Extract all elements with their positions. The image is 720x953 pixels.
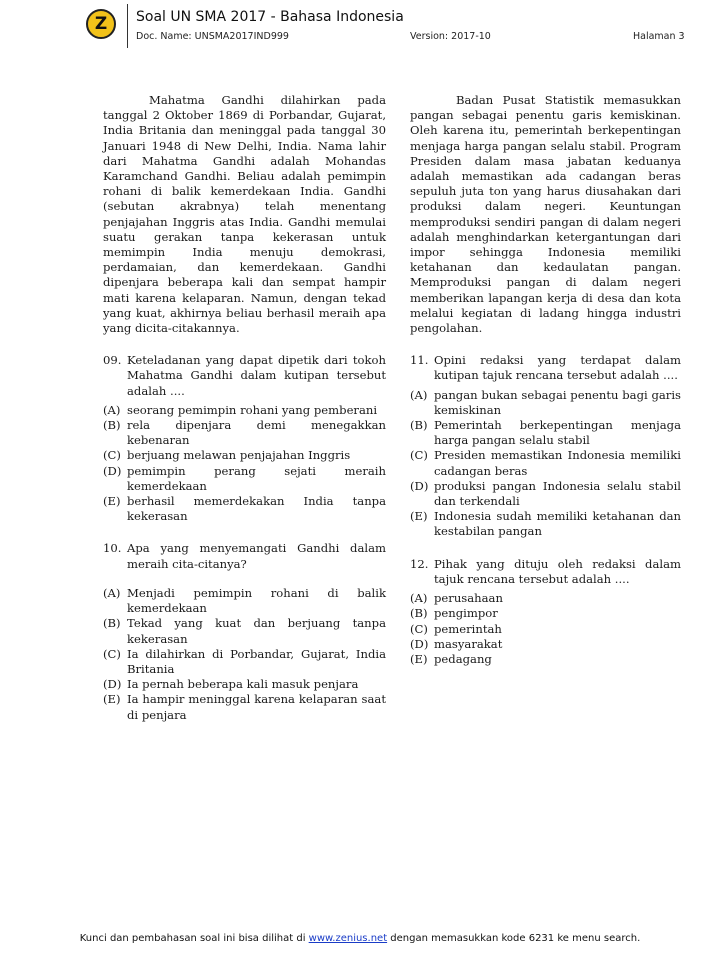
zenius-logo-icon: Z: [86, 9, 116, 39]
question-number: 12.: [410, 556, 429, 571]
option-d[interactable]: (D) Ia pernah beberapa kali masuk penjara: [103, 677, 359, 692]
question-09: [103, 353, 386, 524]
doc-version: Version: 2017-10: [410, 31, 491, 42]
option-a[interactable]: (A) Menjadi pemimpin rohani di balik kemerdekaan: [103, 585, 386, 616]
answer-options: [103, 586, 386, 723]
option-c[interactable]: (C) Presiden memastikan Indonesia memiliki cadangan beras: [410, 448, 681, 478]
option-b[interactable]: (B) Tekad yang kuat dan berjuang tanpa kekerasan: [103, 616, 386, 646]
option-a[interactable]: (A) pangan bukan sebagai penentu bagi garis kemiskinan: [410, 387, 681, 417]
passage-text: Badan Pusat Statistik memasukkan pangan sebagai penentu garis kemiskinan. Oleh karena itu, pemerintah berkepentingan menjaga harga pangan selalu stabil. Program Presiden dalam masa jabatan keduanya adalah memastikan ada cadangan beras sepuluh juta ton yang harus diusahakan dari produksi dalam negeri. Keuntungan memproduksi sendiri pangan di dalam negeri adalah menghindarkan ketergantungan dari impor sehingga Indonesia memiliki ketahanan dan kedaulatan pangan. Memproduksi pangan di dalam negeri memberikan lapangan kerja di desa dan kota melalui kegiatan di ladang hingga industri pengolahan.: [410, 93, 681, 336]
question-text: Pihak yang dituju oleh redaksi dalam tajuk rencana tersebut adalah ....: [434, 556, 681, 586]
document-title: Soal UN SMA 2017 - Bahasa Indonesia: [136, 9, 404, 25]
footer-text-after: dengan memasukkan kode 6231 ke menu search.: [387, 933, 641, 944]
question-number: 09.: [103, 353, 122, 368]
gandhi-passage: [103, 93, 386, 336]
editorial-passage: [410, 93, 681, 336]
question-10: [103, 541, 386, 722]
question-12: [410, 557, 681, 667]
page-header: [0, 0, 720, 52]
option-c[interactable]: (C) berjuang melawan penjajahan Inggris: [103, 448, 351, 463]
question-number: 11.: [410, 353, 429, 368]
option-c[interactable]: (C) Ia dilahirkan di Porbandar, Gujarat, India Britania: [103, 646, 386, 676]
doc-name: Doc. Name: UNSMA2017IND999: [136, 31, 289, 42]
option-b[interactable]: (B) Pemerintah berkepentingan menjaga harga pangan selalu stabil: [410, 418, 681, 448]
option-e[interactable]: (E) berhasil memerdekakan India tanpa kekerasan: [103, 494, 386, 524]
question-11: [410, 353, 681, 539]
question-text: Opini redaksi yang terdapat dalam kutipan tajuk rencana tersebut adalah ....: [434, 353, 681, 383]
option-e[interactable]: (E) pedagang: [410, 651, 492, 666]
right-column: [410, 93, 681, 667]
question-text: Keteladanan yang dapat dipetik dari tokoh Mahatma Gandhi dalam kutipan tersebut adalah ....: [127, 353, 386, 398]
zenius-link[interactable]: www.zenius.net: [308, 933, 388, 944]
header-divider: [127, 4, 128, 48]
option-d[interactable]: (D) pemimpin perang sejati meraih kemerdekaan: [103, 463, 386, 493]
page-footer: [0, 933, 720, 944]
answer-options: [410, 388, 681, 540]
option-b[interactable]: (B) pengimpor: [410, 606, 498, 621]
question-number: 10.: [103, 541, 122, 556]
option-c[interactable]: (C) pemerintah: [410, 621, 502, 636]
option-e[interactable]: (E) Indonesia sudah memiliki ketahanan dan kestabilan pangan: [410, 509, 681, 539]
option-e[interactable]: (E) Ia hampir meninggal karena kelaparan saat di penjara: [103, 692, 386, 722]
footer-text-before: Kunci dan pembahasan soal ini bisa dilihat di: [79, 933, 309, 944]
left-column: [103, 93, 386, 723]
option-d[interactable]: (D) masyarakat: [410, 636, 503, 651]
question-text: Apa yang menyemangati Gandhi dalam meraih cita-citanya?: [127, 541, 386, 571]
option-a[interactable]: (A) seorang pemimpin rohani yang pemberani: [103, 402, 378, 417]
answer-options: [410, 591, 681, 667]
page-number: Halaman 3: [633, 31, 685, 42]
answer-options: [103, 403, 386, 525]
option-b[interactable]: (B) rela dipenjara demi menegakkan kebenaran: [103, 418, 386, 448]
passage-text: Mahatma Gandhi dilahirkan pada tanggal 2 Oktober 1869 di Porbandar, Gujarat, India Britania dan meninggal pada tanggal 30 Januari 1948 di New Delhi, India. Nama lahir dari Mahatma Gandhi adalah Mohandas Karamchand Gandhi. Beliau adalah pemimpin rohani di balik kemerdekaan India. Gandhi (sebutan akrabnya) telah menentang penjajahan Inggris atas India. Gandhi memulai suatu gerakan tanpa kekerasan untuk memimpin India menuju demokrasi, perdamaian, dan kemerdekaan. Gandhi dipenjara beberapa kali dan sempat hampir mati karena kelaparan. Namun, dengan tekad yang kuat, akhirnya beliau berhasil meraih apa yang dicita-citakannya.: [103, 93, 386, 336]
option-d[interactable]: (D) produksi pangan Indonesia selalu stabil dan terkendali: [410, 478, 681, 509]
option-a[interactable]: (A) perusahaan: [410, 591, 503, 606]
